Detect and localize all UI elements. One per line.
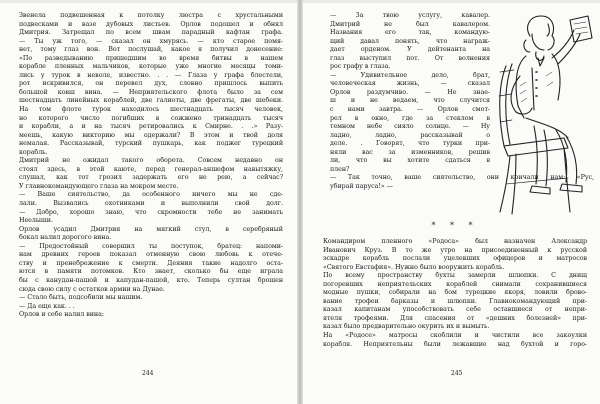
text-line: казал было предварительно окурить их и вымыть.	[323, 323, 490, 331]
text-line: — Предостойный совершил ты поступок, братец: напоми-	[19, 242, 283, 250]
text-line: рос графу в глаза.	[330, 63, 391, 71]
text-line: и корабли, а и на тысяч ретировались к Смирне. . .» Разу-	[19, 123, 283, 131]
text-line: бокал налил дорогого вина.	[19, 234, 112, 242]
text-line: модные пушки, собирали на бом турецкие якоря, ловили брово-	[323, 289, 587, 297]
text-line: эскадре корабль послали уцелевших офицеров и матросов	[323, 255, 587, 263]
right-page-column-text	[330, 12, 594, 191]
text-line: с нами завтра. — Орлов смот-	[330, 106, 490, 114]
text-line: — Стало быть, подсобили мы нашим.	[19, 294, 143, 302]
text-line: корабля. Неприятельны были лежавшие над бухтой и горо-	[323, 340, 587, 348]
text-line: убирай паруса!» —	[330, 182, 393, 190]
text-line: Орлов усадил Дмитрия на мягкий стул, в серебряный	[19, 225, 283, 233]
text-line: подвесками и вазе дубовых листьев. Орлов подошел и обнял	[19, 20, 283, 28]
text-line: ству и пренебрежение к смерти. Деяния такие надолго оста-	[19, 259, 283, 267]
text-line: — Добро, хорошо знаю, что скромности тебе не занимать	[19, 208, 283, 216]
text-line: сюда свою силу с остатков армии на Дунае.	[19, 285, 165, 293]
text-line: ются в памяти потомков. Кто знает, сколько бы еще играла	[19, 268, 283, 276]
text-line: — Так точно, ваше сиятельство, они кричали нам: «Рус,	[330, 174, 594, 182]
text-line: немалая. Рассказывай, турский пушкарь, как поджег турецкий	[19, 140, 283, 148]
text-line: рот искривился, он перевел дух, словно пришлось выпить	[19, 80, 283, 88]
text-line: няли вас за изменников, решив	[330, 148, 490, 156]
text-line: темном небе сияло солнце. — Ну	[330, 123, 490, 131]
text-line: рел в окно, где за стеклом в	[330, 114, 490, 122]
text-line: На том флоте турок находилось шестнадцать тысяч человек,	[19, 106, 283, 114]
text-line: вание трофеи барказы и шлюпки. Главнокомандующий при-	[323, 297, 587, 305]
text-line: нам древних героев показал отменную свою любовь к отече-	[19, 251, 283, 259]
text-line: щий давал понять, что награж-	[330, 37, 490, 45]
text-line: — За твою услугу, кавалер.	[330, 12, 490, 19]
text-line: Дмитрий не был кавалером.	[330, 20, 490, 28]
text-line: «По разведыванию пришедшим во время битвы в нашем	[19, 54, 283, 62]
text-line: корабле пленных мальчиков, которые уже многие месяцы томи-	[19, 63, 283, 71]
text-line: Названия его так, командую-	[330, 29, 490, 37]
text-line: Дмитрий не ожидал такого оборота. Совсем недавно он	[19, 157, 283, 165]
book-gutter	[297, 0, 303, 404]
text-line: дает орденом. У дейтенанта на	[330, 46, 490, 54]
text-line: лись у турок в неволе, известно. . . — Глаза у графа блестели,	[19, 71, 283, 79]
text-line: бы с канудан-пашой и капудан-пашой, кто. Теперь султан брошен	[19, 276, 283, 284]
text-line: ш и не ведаем, что случится	[330, 97, 490, 105]
text-line: — Ваше сиятельство, да особенного ничего мы не сде-	[19, 191, 283, 199]
text-line: лали. Вызвались охотниками и выполнили свой долг.	[19, 200, 283, 208]
text-line: меешь, какую викторию мы одержали? В этом и твой доля	[19, 131, 283, 139]
text-line: — Удивительное дело, брат,	[330, 71, 490, 79]
text-line: Звенела подвешенная к потолку люстра с хрустальными	[19, 12, 283, 19]
text-line: По всему пространству бухты замерли шлюпки. С днищ	[323, 272, 587, 280]
text-line: большой ковш вина. — Неприятельского флота было за сем	[19, 88, 283, 96]
text-line: «Святого Евстафия». Нужно было вооружить корабль.	[323, 263, 505, 271]
left-page-number: 244	[142, 370, 154, 377]
text-line: но которого число погибших в сожжено тринадцать тысяч	[19, 114, 283, 122]
text-line: Дмитрия. Затрещал по всем швам парадный кафтан графа.	[19, 29, 283, 37]
text-line: корабль.	[19, 148, 48, 156]
text-line: шестнадцать линейных кораблей, две галиоты, две фрегаты, две шебеки.	[19, 97, 283, 105]
text-line: Орлов и себе налил вина:	[19, 311, 104, 319]
text-line: Иванович Круз. В то же утро на присоединенный к русской	[323, 246, 587, 254]
text-line: слушал, как тот грозил задержать его не рею, а сейчас?	[19, 174, 283, 182]
text-line: плен?	[330, 165, 350, 173]
text-line: — Ты уж того, — сказал он хмурясь. — кто старое помя-	[19, 37, 283, 45]
text-line: глаз выступил пот. От волнения	[330, 54, 490, 62]
seated-officer-illustration	[486, 6, 596, 224]
text-line: У главнокомандующего глаза на мокром месте.	[19, 182, 179, 190]
right-page-full-text	[323, 238, 587, 349]
text-line: Неелыши.	[19, 217, 53, 225]
text-line: человеческая жизнь, — сказал	[330, 80, 490, 88]
text-line: — Да еще как. . .	[19, 302, 75, 310]
right-page-number: 245	[451, 370, 463, 377]
text-line: стоял здесь, в этой каюте, перед генерал-аншефом навытяжку,	[19, 165, 283, 173]
left-page-text	[19, 12, 283, 320]
section-separator: * * *	[431, 221, 479, 230]
text-line: ладно, ладно, рассказывай о	[330, 131, 490, 139]
text-line: На «Родосе» матросы скоблили и чистили все закоулки	[323, 332, 587, 340]
text-line: погоревших неприятельских кораблей снимали сохранившиеся	[323, 280, 587, 288]
text-line: Командиром пленного «Родоса» был назначен Александр	[323, 238, 587, 245]
text-line: казал капитанам упособствовать себе оставшиеся от непри-	[323, 306, 587, 314]
text-line: деле. . Говорят, что турки при-	[330, 140, 490, 148]
text-line: ятеля трофеями. Для спасения от «дешних болезней» при-	[323, 314, 587, 322]
text-line: ли, что вы хотите сдаться в	[330, 157, 490, 165]
text-line: Орлов раздумчиво. — Не знае-	[330, 88, 490, 96]
text-line: нет, тому глаз вон. Вот послушай, какое я получил донесение:	[19, 46, 283, 54]
